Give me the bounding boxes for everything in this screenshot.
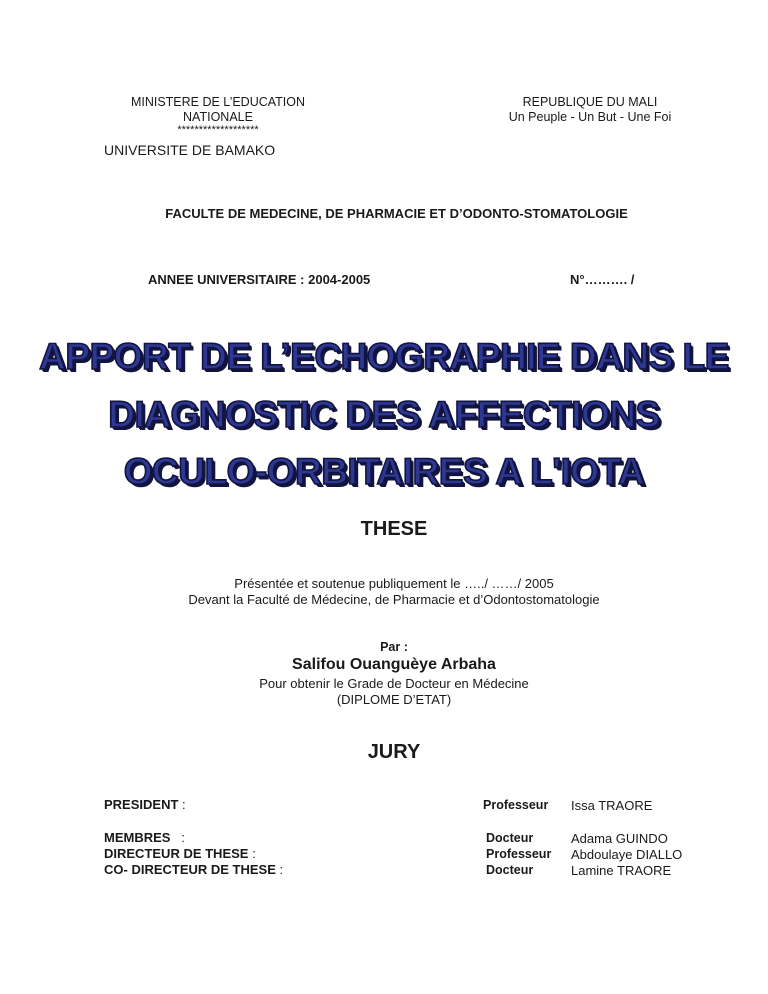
republic-line1: REPUBLIQUE DU MALI [522, 95, 658, 109]
presentation-line2: Devant la Faculté de Médecine, de Pharmacie et d’Odontostomatologie [188, 592, 600, 607]
thesis-number: N°………. / [570, 272, 635, 287]
jury-president-label [104, 797, 186, 813]
author-name: Salifou Ouanguèye Arbaha [292, 656, 496, 673]
diploma-line: (DIPLOME D’ETAT) [336, 692, 452, 707]
republic-block [495, 95, 685, 125]
presentation-line1: Présentée et soutenue publiquement le …../ ……/ 2005 [234, 576, 554, 591]
president-sep: : [178, 797, 186, 812]
jury-directeur-label [104, 846, 256, 862]
president-label: PRESIDENT [104, 797, 179, 812]
ministry-stars: ******************* [177, 124, 259, 136]
ministry-block [118, 95, 318, 136]
jury-codirecteur-label [104, 862, 283, 878]
codirecteur-sep: : [275, 862, 284, 877]
university-name: UNIVERSITE DE BAMAKO [104, 142, 276, 158]
author-purpose [0, 676, 768, 708]
membres-label: MEMBRES [104, 830, 171, 845]
republic-motto: Un Peuple - Un But - Une Foi [508, 110, 672, 124]
membres-name: Adama GUINDO [571, 831, 668, 846]
codirecteur-name: Lamine TRAORE [571, 863, 672, 878]
academic-year: ANNEE UNIVERSITAIRE : 2004-2005 [148, 272, 371, 287]
membres-title: Docteur [486, 831, 534, 845]
thesis-title-line1: APPORT DE L’ECHOGRAPHIE DANS LE [39, 336, 729, 377]
directeur-label: DIRECTEUR DE THESE [104, 846, 249, 861]
par-label: Par : [380, 640, 408, 654]
president-name: Issa TRAORE [571, 798, 653, 813]
these-heading: THESE [360, 518, 428, 540]
ministry-line1: MINISTERE DE L’EDUCATION [130, 95, 306, 109]
directeur-sep: : [248, 846, 256, 861]
presentation-block [0, 576, 768, 608]
directeur-name: Abdoulaye DIALLO [571, 847, 683, 862]
membres-sep: : [170, 830, 185, 845]
faculty-name: FACULTE DE MEDECINE, DE PHARMACIE ET D’ODONTO-STOMATOLOGIE [165, 206, 628, 221]
thesis-title-line3: OCULO-ORBITAIRES A L'IOTA [123, 451, 645, 492]
degree-line: Pour obtenir le Grade de Docteur en Médecine [259, 676, 529, 691]
president-title: Professeur [483, 798, 549, 812]
jury-membres-label [104, 830, 185, 846]
directeur-title: Professeur [486, 847, 552, 861]
thesis-title-line2: DIAGNOSTIC DES AFFECTIONS [108, 394, 660, 435]
jury-heading: JURY [367, 741, 421, 763]
codirecteur-title: Docteur [486, 863, 534, 877]
ministry-line2: NATIONALE [183, 110, 253, 124]
codirecteur-label: CO- DIRECTEUR DE THESE [104, 862, 276, 877]
